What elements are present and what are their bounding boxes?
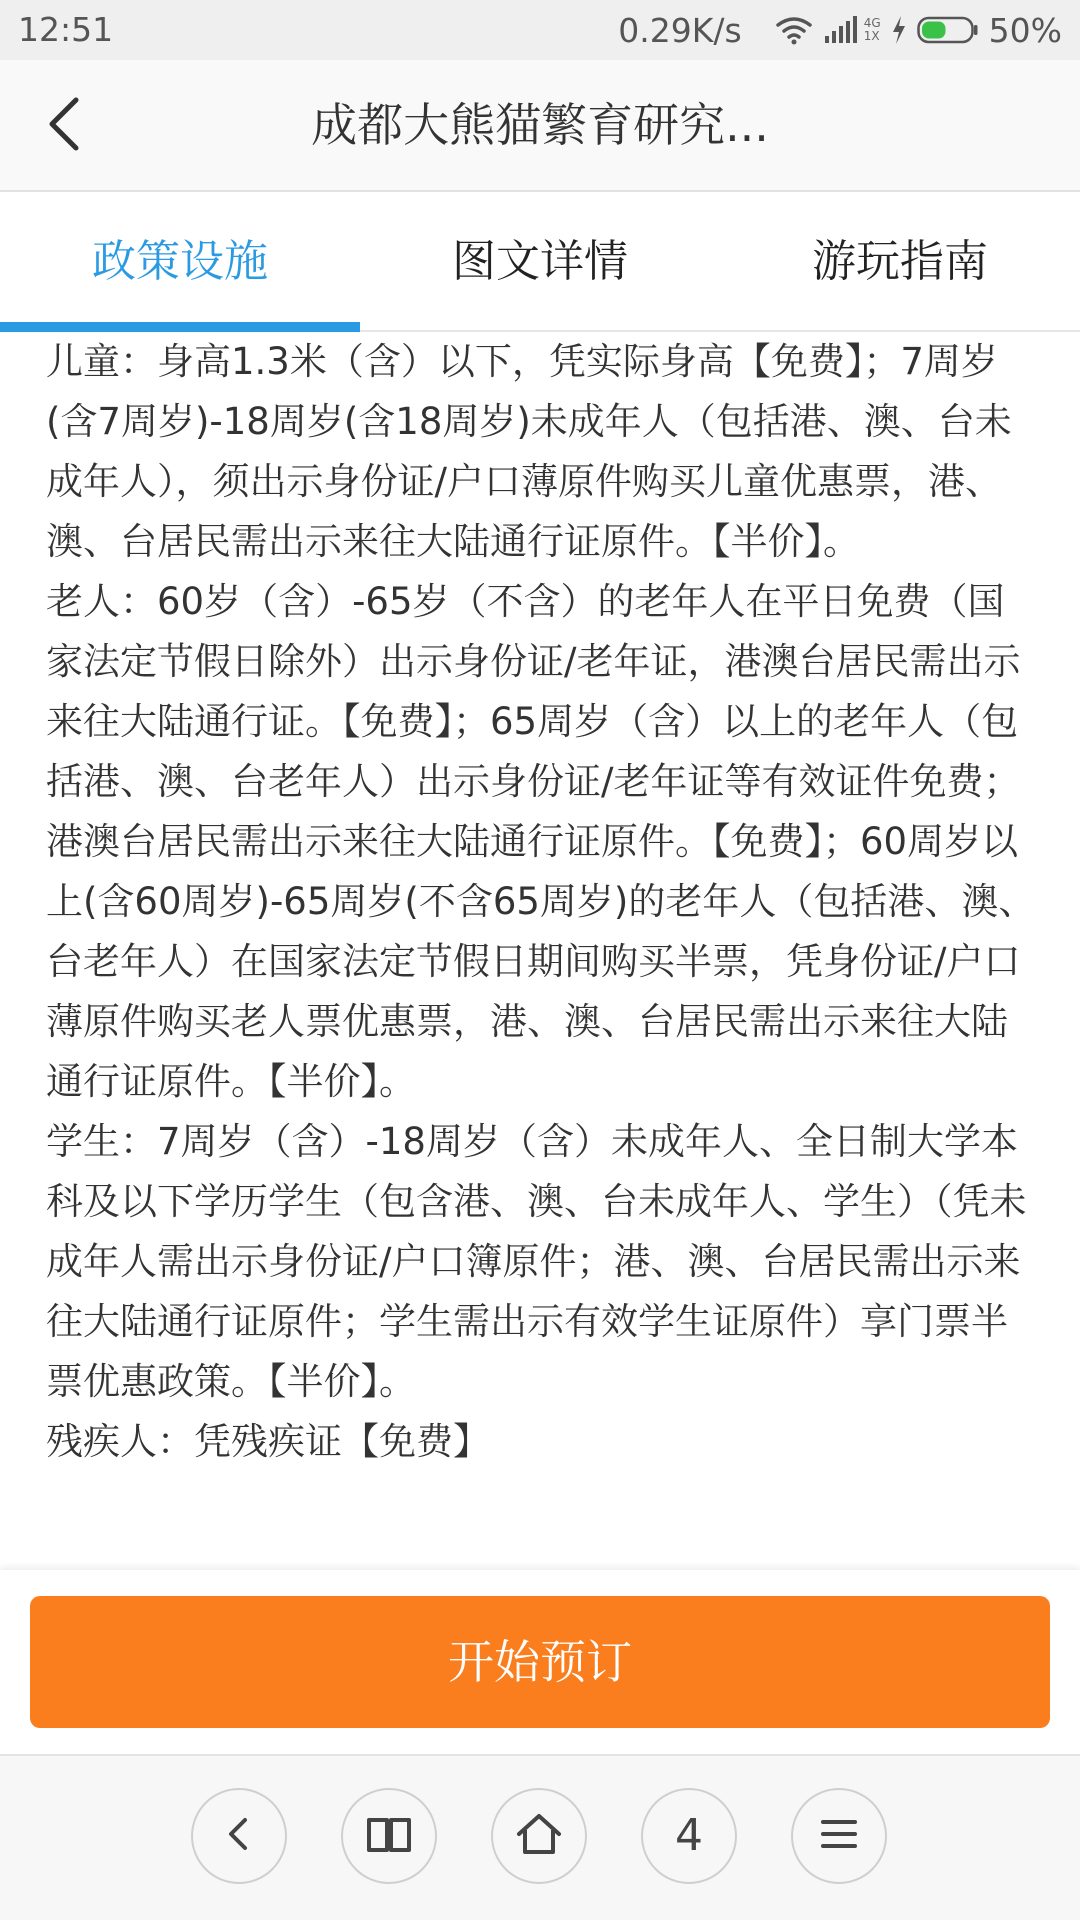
header <box>0 60 1080 192</box>
charging-icon <box>891 16 907 44</box>
policy-content[interactable] <box>46 332 1038 1572</box>
menu-icon <box>817 1816 861 1856</box>
battery-percent: 50% <box>988 10 1062 50</box>
browser-toolbar <box>0 1754 1080 1920</box>
policy-elderly: 老人：60岁（含）-65岁（不含）的老年人在平日免费（国家法定节假日除外）出示身份证/老年证，港澳台居民需出示来往大陆通行证。【免费】；65周岁（含）以上的老年人（包括港、澳、台老年人）出示身份证/老年证等有效证件免费；港澳台居民需出示来往大陆通行证原件。【免费】；60周岁以上(含60周岁)-65周岁(不含65周岁)的老年人（包括港、澳、台老年人）在国家法定节假日期间购买半票，凭身份证/户口薄原件购买老人票优惠票，港、澳、台居民需出示来往大陆通行证原件。【半价】。 <box>46 580 1036 1103</box>
menu-button[interactable] <box>791 1788 887 1884</box>
browser-back-button[interactable] <box>191 1788 287 1884</box>
network-type-label: 4G <box>863 16 881 30</box>
home-icon <box>515 1812 563 1860</box>
back-button[interactable] <box>28 90 100 162</box>
policy-students: 学生：7周岁（含）-18周岁（含）未成年人、全日制大学本科及以下学历学生（包含港、澳、台未成年人、学生）（凭未成年人需出示身份证/户口簿原件；港、澳、台居民需出示来往大陆通行证原件；学生需出示有效学生证原件）享门票半票优惠政策。【半价】。 <box>46 1120 1027 1403</box>
bookmarks-icon <box>365 1814 413 1858</box>
tab-policy-facilities[interactable]: 政策设施 <box>0 192 360 330</box>
tabs-button[interactable] <box>641 1788 737 1884</box>
network-type <box>864 17 881 43</box>
home-button[interactable] <box>491 1788 587 1884</box>
battery-icon <box>917 16 979 44</box>
status-time: 12:51 <box>18 10 114 49</box>
tab-count: 4 <box>675 1810 703 1861</box>
tab-bar <box>0 192 1080 332</box>
status-indicators <box>618 8 1062 52</box>
back-icon <box>219 1814 259 1858</box>
signal-icon <box>824 16 858 44</box>
bookmarks-button[interactable] <box>341 1788 437 1884</box>
page-title: 成都大熊猫繁育研究... <box>311 98 769 152</box>
chevron-left-icon <box>44 96 84 156</box>
policy-disabled: 残疾人：凭残疾证【免费】 <box>46 1420 490 1463</box>
network-sub-label: 1X <box>863 29 880 43</box>
booking-bar <box>0 1570 1080 1754</box>
policy-children: 儿童：身高1.3米（含）以下，凭实际身高【免费】；7周岁(含7周岁)-18周岁(含18周岁)未成年人（包括港、澳、台未成年人），须出示身份证/户口薄原件购买儿童优惠票，港、澳、台居民需出示来往大陆通行证原件。【半价】。 <box>46 340 1012 563</box>
net-speed: 0.29K/s <box>618 10 742 50</box>
status-bar <box>0 0 1080 60</box>
tab-guide[interactable]: 游玩指南 <box>812 236 988 287</box>
wifi-icon <box>774 15 814 45</box>
start-booking-button[interactable]: 开始预订 <box>30 1596 1050 1728</box>
tab-details[interactable]: 图文详情 <box>452 236 628 287</box>
